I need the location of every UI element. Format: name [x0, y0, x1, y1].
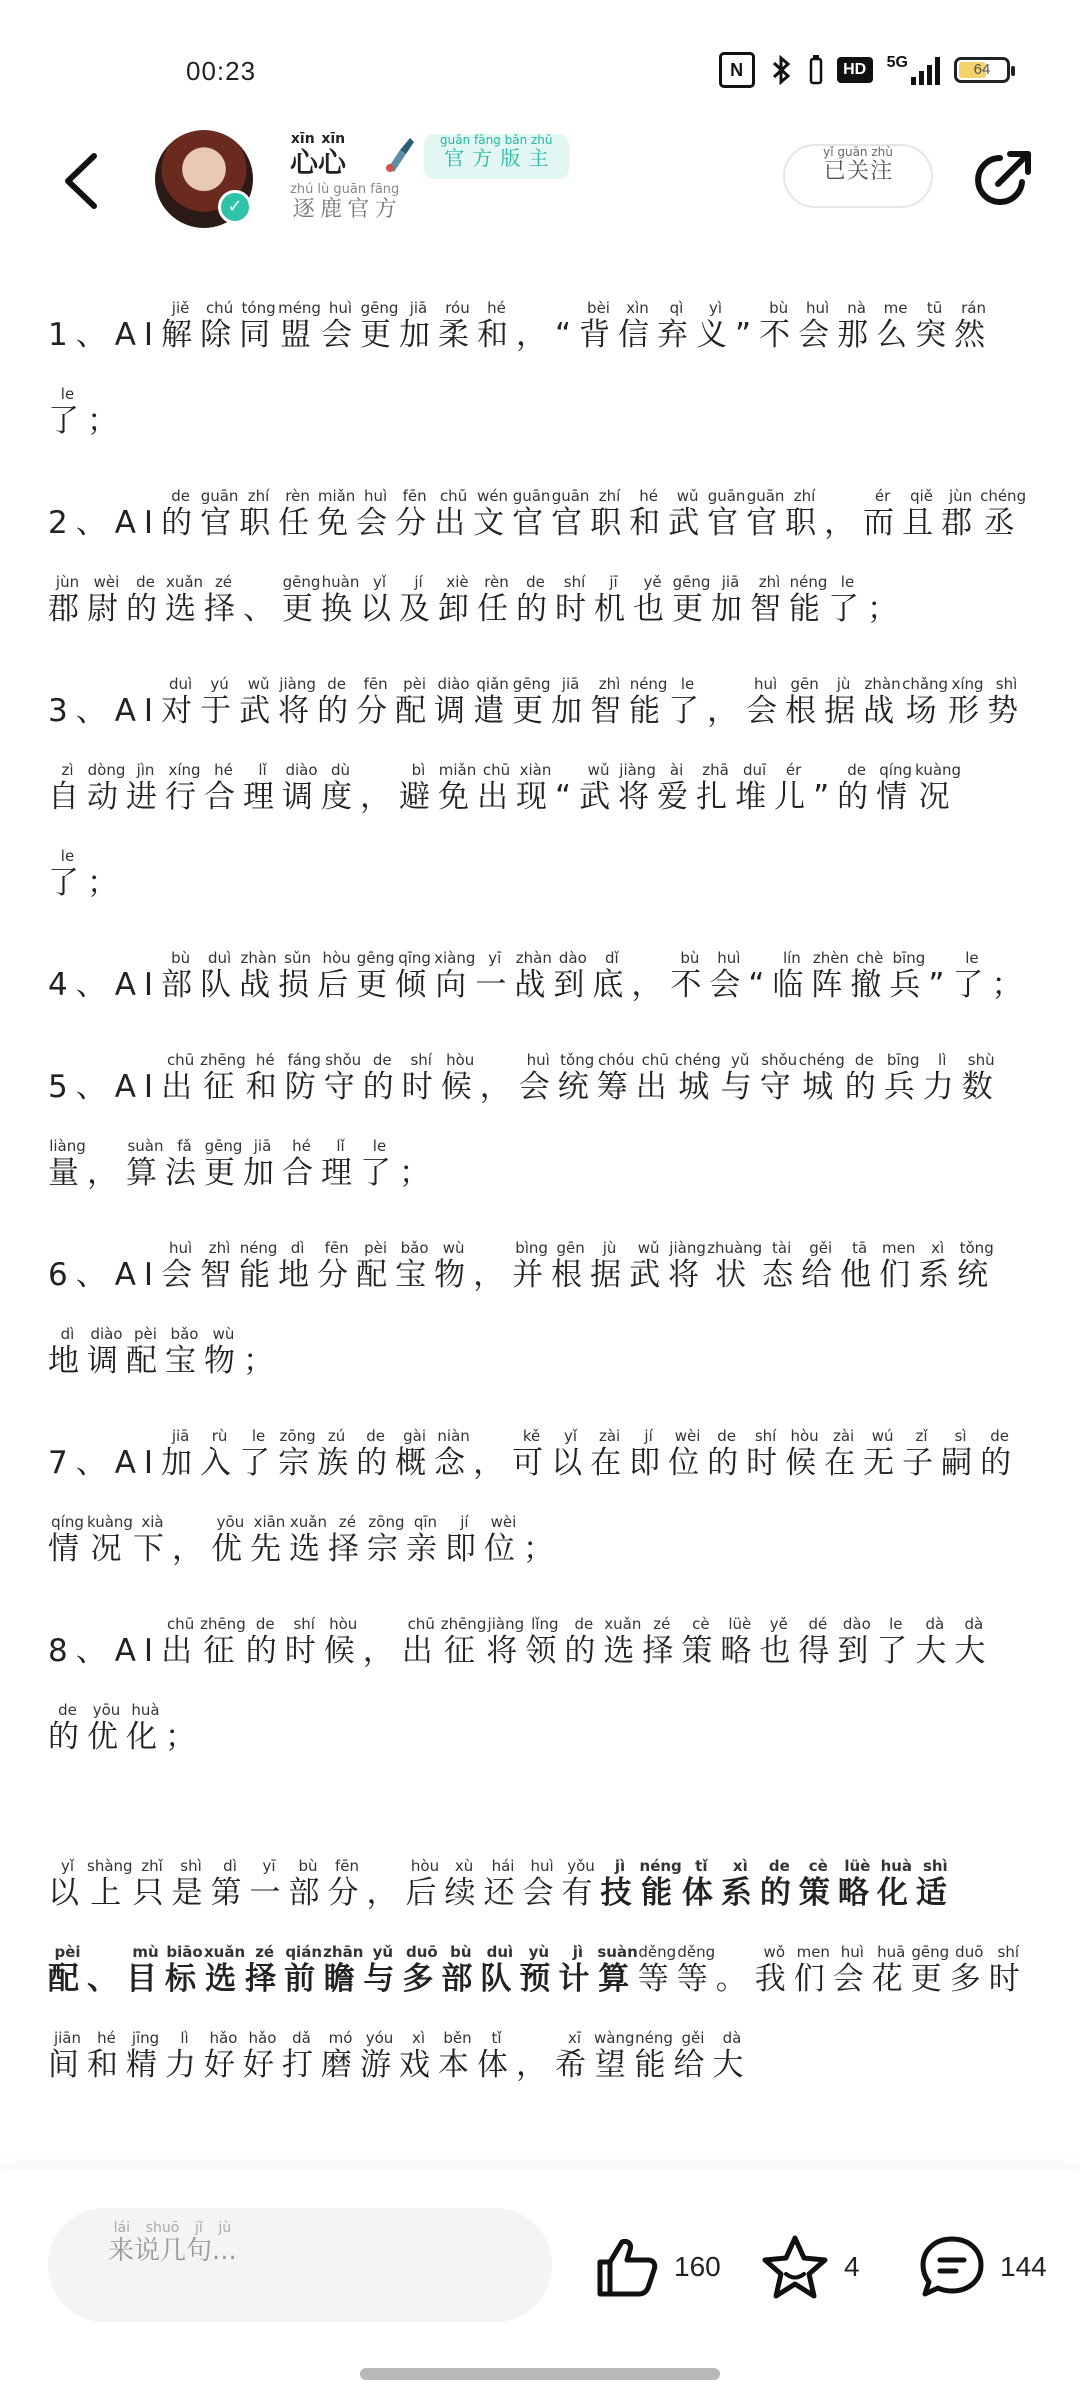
update-item-8: 8、AI出chū征zhēng的de时shí候hòu，出chū征zhēng将jiàng领lǐng的de选xuǎn择zé策cè略lüè也yě得dé到dào了le大dà大dà的de优yōu化huà；	[48, 1615, 994, 1755]
follow-button[interactable]: 已关注yǐ guān zhù	[783, 144, 933, 208]
thumbs-up-icon	[594, 2236, 660, 2298]
share-icon[interactable]	[970, 146, 1036, 212]
back-arrow-icon[interactable]	[58, 148, 106, 214]
article-body	[48, 292, 1032, 2172]
like-button[interactable]	[594, 2232, 721, 2302]
verified-icon: ✓	[218, 190, 252, 224]
author-name[interactable]: 心心xīn xīn	[290, 131, 347, 179]
nfc-icon: N	[719, 52, 755, 88]
like-count: 160	[674, 2251, 721, 2282]
bluetooth-icon	[769, 54, 795, 86]
favorite-count: 4	[844, 2251, 860, 2282]
brush-icon	[382, 134, 418, 174]
post-header	[0, 120, 1080, 240]
battery-level: 64	[973, 61, 991, 78]
hd-icon: HD	[837, 57, 873, 83]
update-item-3: 3、AI对duì于yú武wǔ将jiàng的de分fēn配pèi调diào遣qiǎn更gēng加jiā智zhì能néng了le，会huì根gēn据jù战zhàn场chǎng形xíng势shì自zì动dòng进jìn行xíng合hé理lǐ调diào度dù，避bì免miǎn出chū现xiàn“武wǔ将jiàng爱ài扎zhā堆duī儿ér”的de情qíng况kuàng了le；	[48, 675, 1027, 901]
star-icon	[760, 2234, 830, 2300]
status-time: 00:23	[186, 56, 257, 86]
comment-input[interactable]: 来说几句...lái shuō jǐ jù	[48, 2208, 552, 2322]
update-item-2: 2、AI的de官guān职zhí任rèn免miǎn会huì分fēn出chū文wén官guān官guān职zhí和hé武wǔ官guān官guān职zhí，而ér且qiě郡jùn丞chéng郡jùn尉wèi的de选xuǎn择zé、更gēng换huàn以yǐ及jí卸xiè任rèn的de时shí机jī也yě更gēng加jiā智zhì能néng了le；	[48, 487, 1027, 627]
update-item-4: 4、AI部bù队duì战zhàn损sǔn后hòu更gēng倾qīng向xiàng一yī战zhàn到dào底dǐ，不bù会huì“临lín阵zhèn撤chè兵bīng”了le；	[48, 949, 1031, 1003]
network-type: 5G	[886, 54, 908, 71]
home-indicator[interactable]	[360, 2368, 720, 2380]
status-icons	[719, 50, 1010, 90]
battery-icon	[954, 57, 1010, 83]
update-item-5: 5、AI出chū征zhēng和hé防fáng守shǒu的de时shí候hòu，会huì统tǒng筹chóu出chū城chéng与yǔ守shǒu城chéng的de兵bīng力lì数shù量liàng，算suàn法fǎ更gēng加jiā合hé理lǐ了le；	[48, 1051, 1001, 1191]
update-item-1: 1、AI解jiě除chú同tóng盟méng会huì更gēng加jiā柔róu和hé，“背bèi信xìn弃qì义yì”不bù会huì那nà么me突tū然rán了le；	[48, 299, 994, 439]
bottom-action-bar	[0, 2170, 1080, 2400]
comment-button[interactable]	[918, 2232, 1047, 2302]
update-item-7: 7、AI加jiā入rù了le宗zōng族zú的de概gài念niàn，可kě以yǐ在zài即jí位wèi的de时shí候hòu在zài无wú子zǐ嗣sì的de情qíng况kuàng下xià，优yōu先xiān选xuǎn择zé宗zōng亲qīn即jí位wèi；	[48, 1427, 1020, 1567]
author-subtitle: 逐鹿官方zhú lù guān fāng	[290, 182, 400, 222]
comment-bubble-icon	[918, 2234, 986, 2300]
update-item-6: 6、AI会huì智zhì能néng地dì分fēn配pèi宝bǎo物wù，并bìng根gēn据jù武wǔ将jiàng状zhuàng态tài给gěi他tā们men系xì统tǒng地dì调diào配pèi宝bǎo物wù；	[48, 1239, 997, 1379]
battery-saver-icon	[809, 54, 823, 86]
comment-count: 144	[1000, 2251, 1047, 2282]
signal-icon	[887, 54, 940, 86]
status-bar	[0, 0, 1080, 140]
closing-paragraph: 以yǐ上shàng只zhǐ是shì第dì一yī部bù分fēn，后hòu续xù还hái会huì有yǒu技jì能néng体tǐ系xì的de策cè略lüè化huà适shì配pèi、目mù标biāo选xuǎn择zé前qián瞻zhān与yǔ多duō部bù队duì预yù计jì算suàn等děng等děng。我wǒ们men会huì花huā更gēng多duō时shí间jiān和hé精jīng力lì好hǎo好hǎo打dǎ磨mó游yóu戏xì本běn体tǐ，希xī望wàng能néng给gěi大dà	[48, 1857, 1028, 2083]
favorite-button[interactable]	[760, 2232, 860, 2302]
official-moderator-badge: 官方版主guān fāng bǎn zhǔ	[424, 134, 569, 179]
